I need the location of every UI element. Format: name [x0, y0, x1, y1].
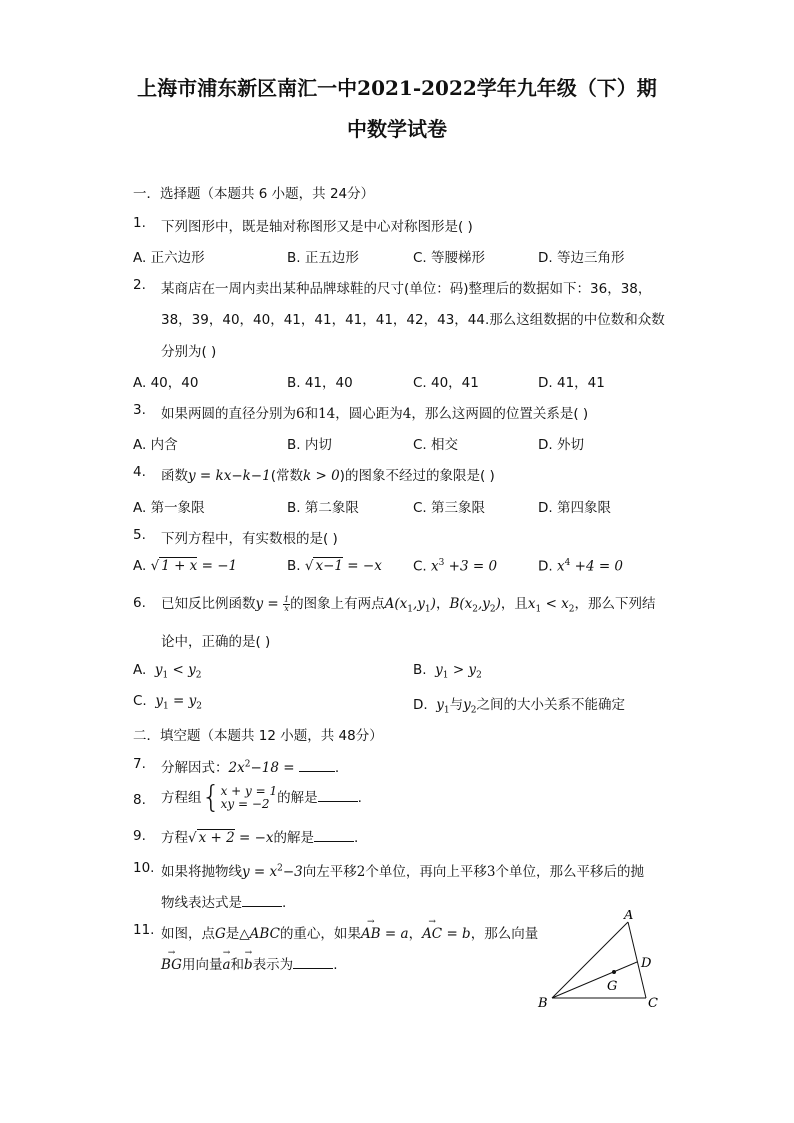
q1-option-d: D. 等边三角形 — [538, 250, 625, 266]
q2-line2: 38，39，40，40，41，41，41，41，42，43，44.那么这组数据的中位数和众数 — [161, 312, 665, 328]
q2-option-d: D. 41，41 — [538, 375, 605, 391]
q11-line1: 如图，点G是△ABC的重心，如果→ AB = a，→ AC = b，那么向量 — [161, 922, 538, 942]
q2-number: 2. — [133, 277, 146, 293]
triangle-figure — [530, 910, 670, 1015]
q8-text: 方程组{ x + y = 1 xy = −2 的解是 . — [161, 780, 362, 815]
q8-answer-blank — [318, 789, 358, 802]
q5-option-c: C. $x^3 +3 = 0$ — [413, 558, 498, 575]
q6-option-b: B. $y_1 > y_2$ — [413, 662, 482, 681]
q5-option-d: D. $x^4 +4 = 0$ — [538, 558, 624, 575]
q4-option-d: D. 第四象限 — [538, 500, 611, 516]
q3-number: 3. — [133, 402, 146, 418]
q6-option-d: D. $y_1$与$y_2$之间的大小关系不能确定 — [413, 697, 626, 716]
label-b: B — [538, 996, 548, 1011]
exam-title-line2: 中数学试卷 — [347, 117, 447, 141]
q9-number: 9. — [133, 828, 146, 844]
q2-option-c: C. 40，41 — [413, 375, 479, 391]
q6-number: 6. — [133, 595, 146, 611]
label-d: D — [641, 956, 652, 971]
q4-option-c: C. 第三象限 — [413, 500, 486, 516]
q7-answer-blank — [299, 759, 335, 772]
q8-number: 8. — [133, 792, 146, 808]
q6-option-c: C. $y_1 = y_2$ — [133, 693, 202, 712]
q5-option-b: B. √ x−1 = −x — [287, 558, 382, 574]
q3-option-d: D. 外切 — [538, 437, 584, 453]
label-g: G — [607, 979, 618, 994]
q1-option-b: B. 正五边形 — [287, 250, 359, 266]
q5-number: 5. — [133, 527, 146, 543]
q6-line2: 论中，正确的是( ) — [161, 634, 271, 650]
q10-answer-blank — [242, 894, 282, 907]
q9-text: 方程√ x + 2 = −x的解是 . — [161, 830, 359, 846]
q9-answer-blank — [314, 829, 354, 842]
q4-number: 4. — [133, 464, 146, 480]
q1-text: 下列图形中，既是轴对称图形又是中心对称图形是( ) — [161, 219, 473, 235]
q6-fraction: $\frac{1}{x}$ — [284, 594, 290, 613]
q6-option-a: A. $y_1 < y_2$ — [133, 662, 202, 681]
label-a: A — [624, 910, 634, 923]
section-heading-fill: 二．填空题（本题共 12 小题，共 48分） — [133, 728, 383, 744]
q11-answer-blank — [293, 956, 333, 969]
q3-option-c: C. 相交 — [413, 437, 459, 453]
q1-option-a: A. 正六边形 — [133, 250, 205, 266]
section-heading-choice: 一．选择题（本题共 6 小题，共 24分） — [133, 186, 375, 202]
q3-option-a: A. 内含 — [133, 437, 178, 453]
centroid-point — [612, 970, 616, 974]
q5-text: 下列方程中，有实数根的是( ) — [161, 531, 338, 547]
q4-text: 函数y = kx−k−1(常数k > 0)的图象不经过的象限是( ) — [161, 468, 495, 484]
q6-line1: 已知反比例函数y = $\frac{1}{x}$ 的图象上有两点$A(x_1,y_1)$，$B(x_2,y_2)$，且$x_1 < x_2$，那么下列结 — [161, 594, 656, 615]
q11-line2: → BG用向量→ a和→ b表示为 . — [161, 953, 337, 973]
q7-text: 分解因式：$2x^2-18$ = . — [161, 759, 340, 776]
q3-text: 如果两圆的直径分别为6和14，圆心距为4，那么这两圆的位置关系是( ) — [161, 406, 589, 422]
q2-option-a: A. 40，40 — [133, 375, 199, 391]
q10-line1: 如果将抛物线$y = x^2-3$向左平移2个单位，再向上平移3个单位，那么平移后的抛 — [161, 863, 644, 880]
q11-number: 11. — [133, 922, 155, 938]
median-bd — [552, 962, 637, 998]
q2-line3: 分别为( ) — [161, 344, 217, 360]
q4-option-a: A. 第一象限 — [133, 500, 205, 516]
q3-option-b: B. 内切 — [287, 437, 332, 453]
q2-option-b: B. 41，40 — [287, 375, 353, 391]
q10-number: 10. — [133, 860, 155, 876]
q1-option-c: C. 等腰梯形 — [413, 250, 486, 266]
q5-option-a: A. √ 1 + x = −1 — [133, 558, 238, 574]
q2-line1: 某商店在一周内卖出某种品牌球鞋的尺寸(单位：码)整理后的数据如下：36，38， — [161, 281, 652, 297]
q7-number: 7. — [133, 756, 146, 772]
q4-option-b: B. 第二象限 — [287, 500, 359, 516]
label-c: C — [648, 996, 658, 1011]
q1-number: 1. — [133, 215, 146, 231]
q10-line2: 物线表达式是 . — [161, 895, 287, 911]
exam-title-line1: 上海市浦东新区南汇一中2021-2022学年九年级（下）期 — [137, 76, 657, 100]
